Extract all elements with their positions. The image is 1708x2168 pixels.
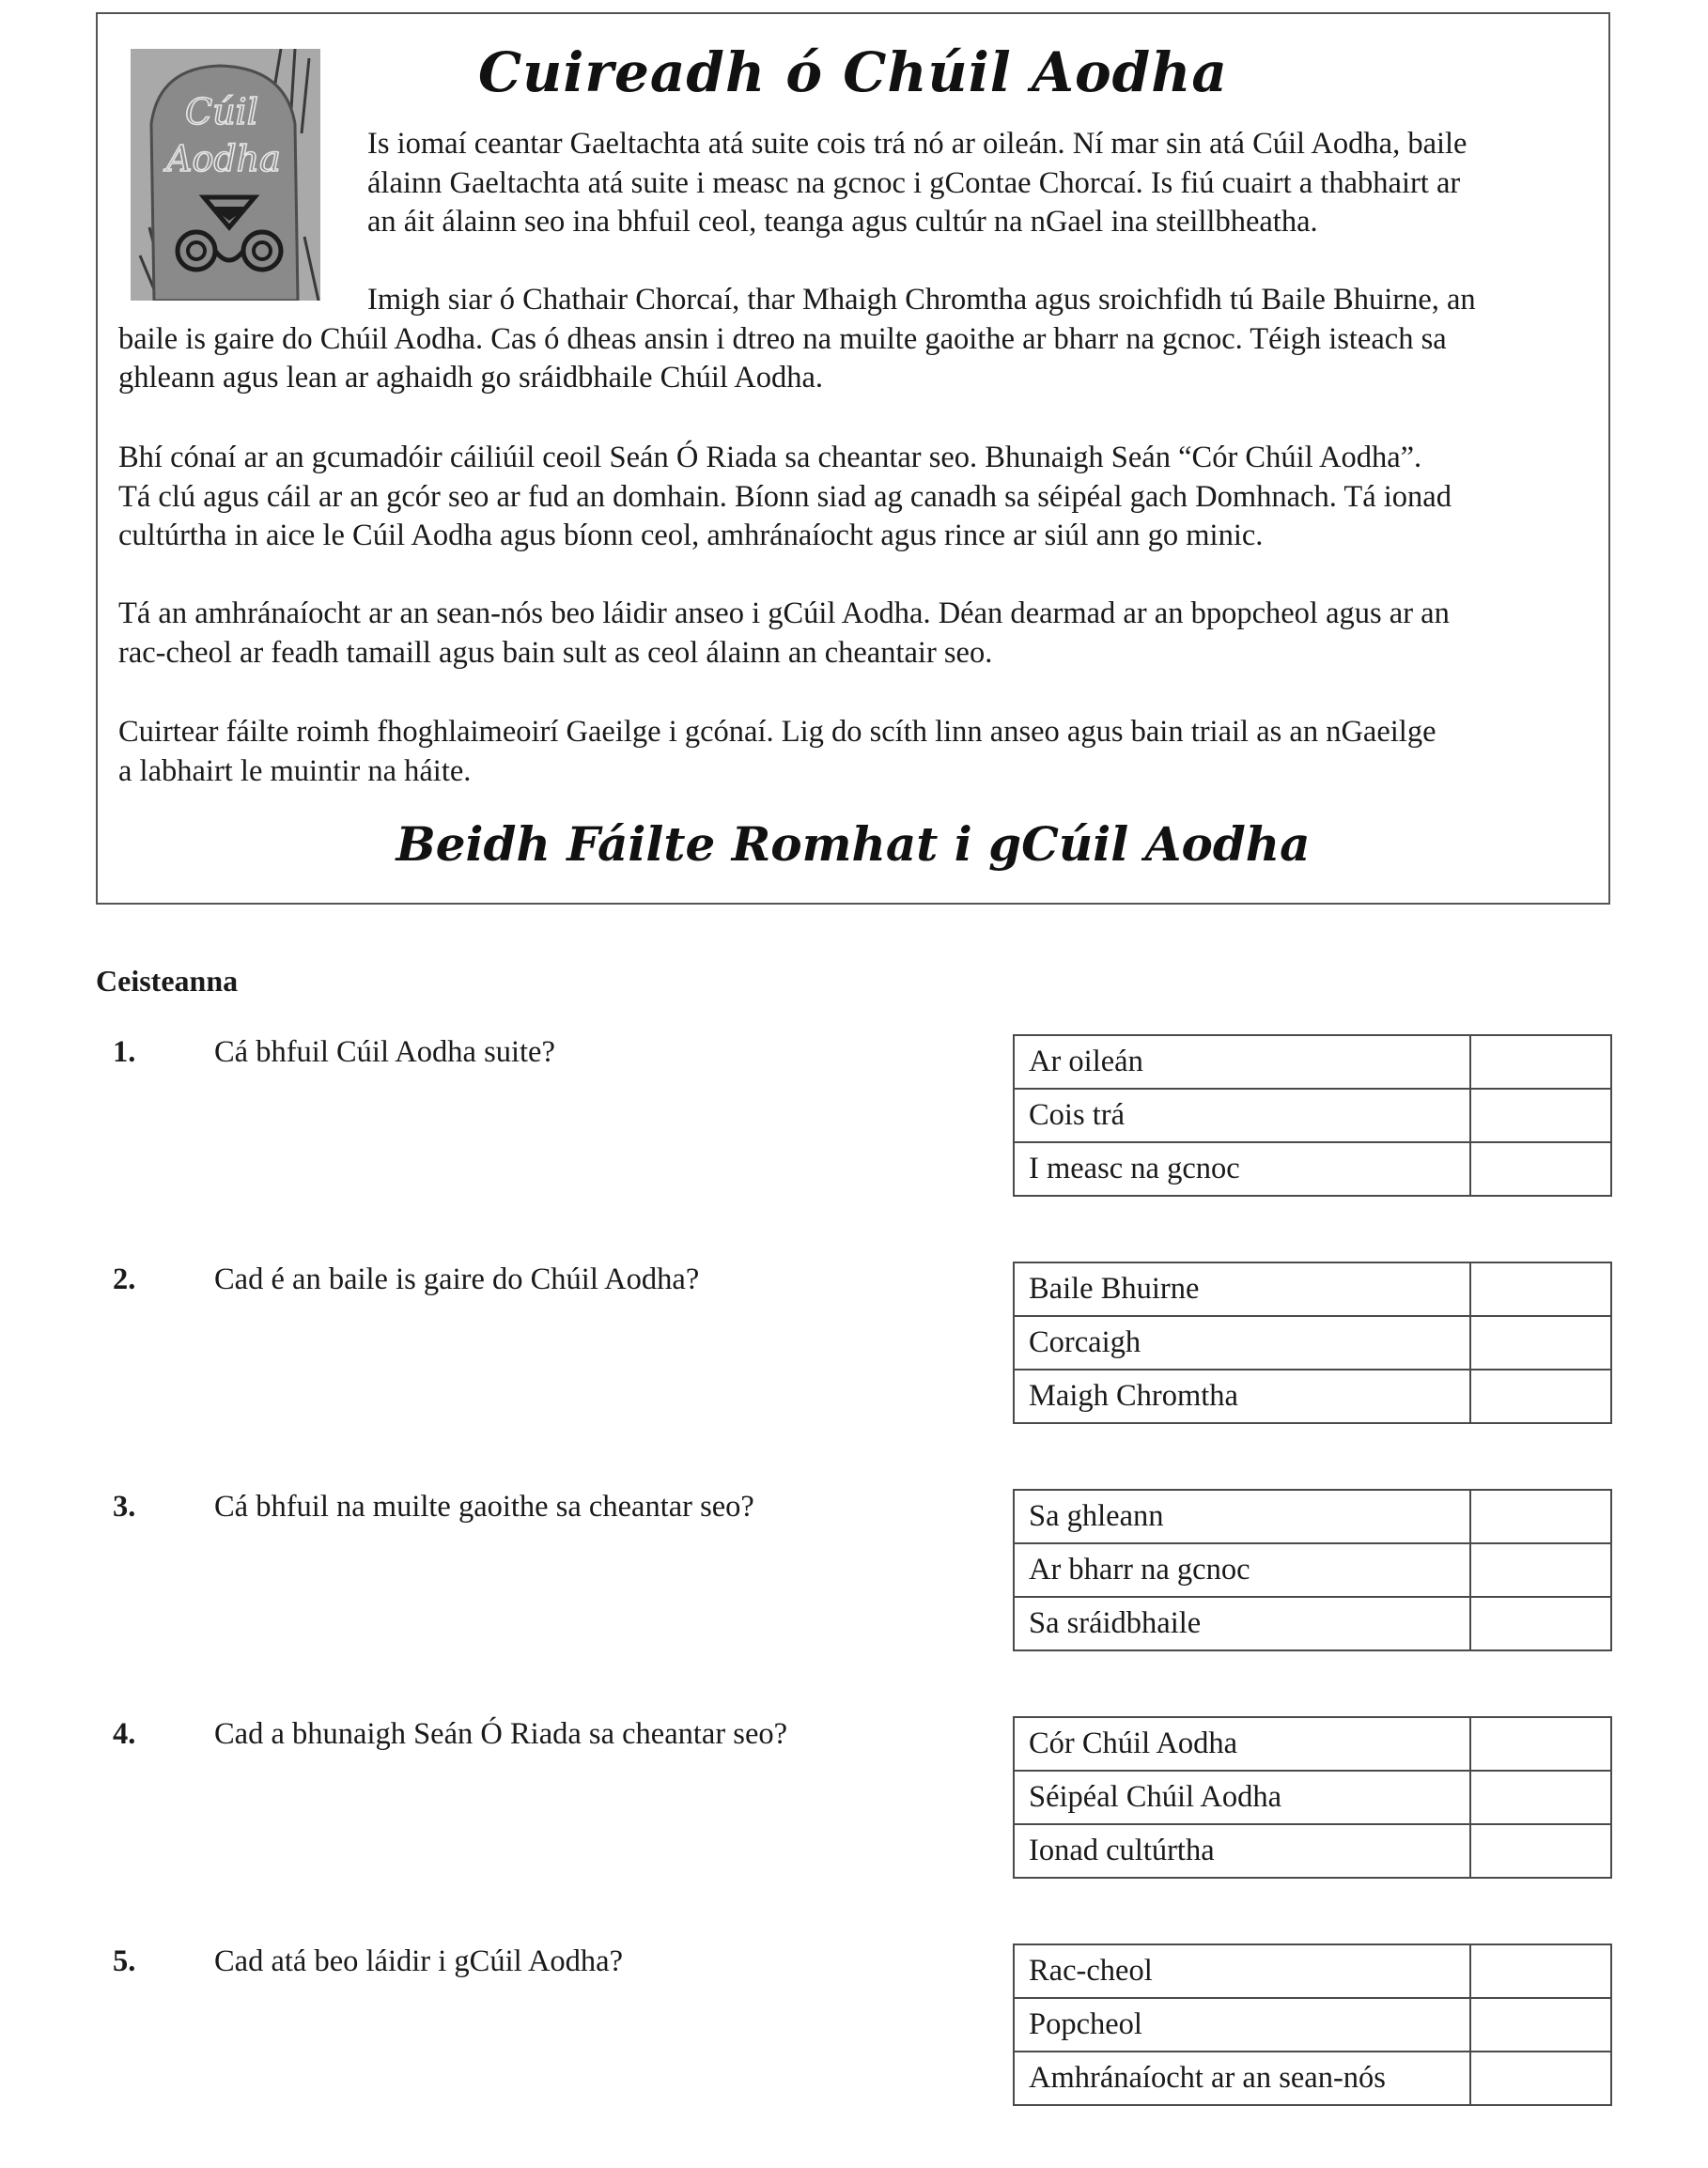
question-text: Cá bhfuil na muilte gaoithe sa cheantar seo? — [214, 1490, 754, 1524]
answer-option: Corcaigh — [1014, 1316, 1470, 1370]
question-text: Cad atá beo láidir i gCúil Aodha? — [214, 1944, 624, 1978]
answer-table-1 — [1013, 1034, 1612, 1197]
answer-row — [1014, 1597, 1611, 1650]
passage-paragraph-5: Cuirtear fáilte roimh fhoghlaimeoirí Gaeilge i gcónaí. Lig do scíth linn anseo agus bain triail as an nGaeilge a labhairt le muintir na háite. — [118, 715, 1436, 788]
stone-marker-photo — [131, 49, 320, 301]
question-number: 2. — [113, 1262, 136, 1296]
question-number: 4. — [113, 1717, 136, 1751]
answer-tick-box[interactable] — [1470, 1262, 1611, 1316]
answer-row — [1014, 1089, 1611, 1142]
answer-option: Cór Chúil Aodha — [1014, 1717, 1470, 1771]
answer-table-5 — [1013, 1943, 1612, 2106]
answer-row — [1014, 1771, 1611, 1824]
answer-tick-box[interactable] — [1470, 1316, 1611, 1370]
passage-paragraph-4: Tá an amhránaíocht ar an sean-nós beo láidir anseo i gCúil Aodha. Déan dearmad ar an bpopcheol agus ar an rac-cheol ar feadh tamaill agus bain sult as ceol álainn an cheantair seo. — [118, 596, 1450, 670]
answer-tick-box[interactable] — [1470, 1035, 1611, 1089]
passage-paragraph-1: Is iomaí ceantar Gaeltachta atá suite cois trá nó ar oileán. Ní mar sin atá Cúil Aodha, baile álainn Gaeltachta atá suite i measc na gcnoc i gContae Chorcaí. Is fiú cuairt a thabhairt ar an áit álainn seo ina bhfuil ceol, teanga agus cultúr na nGael ina steillbheatha. — [367, 127, 1467, 239]
answer-row — [1014, 2052, 1611, 2105]
answer-option: Maigh Chromtha — [1014, 1370, 1470, 1423]
answer-tick-box[interactable] — [1470, 1370, 1611, 1423]
question-text: Cad é an baile is gaire do Chúil Aodha? — [214, 1262, 700, 1296]
answer-tick-box[interactable] — [1470, 1142, 1611, 1196]
answer-option: Sa ghleann — [1014, 1490, 1470, 1543]
answer-table-3 — [1013, 1489, 1612, 1651]
answer-option: Amhránaíocht ar an sean-nós — [1014, 2052, 1470, 2105]
answer-tick-box[interactable] — [1470, 1597, 1611, 1650]
farewell-banner: Beidh Fáilte Romhat i gCúil Aodha — [396, 816, 1311, 872]
answer-row — [1014, 1142, 1611, 1196]
stone-marker-illustration — [131, 49, 320, 301]
svg-text:Cúil: Cúil — [185, 91, 258, 132]
answer-option: Séipéal Chúil Aodha — [1014, 1771, 1470, 1824]
answer-tick-box[interactable] — [1470, 1089, 1611, 1142]
answer-table-2 — [1013, 1262, 1612, 1424]
answer-row — [1014, 1262, 1611, 1316]
passage-title: Cuireadh ó Chúil Aodha — [478, 40, 1228, 104]
question-number: 3. — [113, 1490, 136, 1524]
answer-row — [1014, 1370, 1611, 1423]
answer-table-4 — [1013, 1716, 1612, 1879]
answer-option: Ionad cultúrtha — [1014, 1824, 1470, 1878]
answer-option: Rac-cheol — [1014, 1944, 1470, 1998]
answer-option: I measc na gcnoc — [1014, 1142, 1470, 1196]
answer-row — [1014, 1316, 1611, 1370]
answer-option: Cois trá — [1014, 1089, 1470, 1142]
answer-tick-box[interactable] — [1470, 2052, 1611, 2105]
passage-paragraph-2: Imigh siar ó Chathair Chorcaí, thar Mhaigh Chromtha agus sroichfidh tú Baile Bhuirne, an baile is gaire do Chúil Aodha. Cas ó dheas ansin i dtreo na muilte gaoithe ar bharr na gcnoc. Téigh isteach sa ghleann agus lean ar aghaidh go sráidbhaile Chúil Aodha. — [118, 283, 1476, 395]
question-text: Cá bhfuil Cúil Aodha suite? — [214, 1035, 555, 1069]
answer-option: Baile Bhuirne — [1014, 1262, 1470, 1316]
passage-paragraph-3: Bhí cónaí ar an gcumadóir cáiliúil ceoil Seán Ó Riada sa cheantar seo. Bhunaigh Seán “Cór Chúil Aodha”. Tá clú agus cáil ar an gcór seo ar fud an domhain. Bíonn siad ag canadh sa séipéal gach Domhnach. Tá ionad cultúrtha in aice le Cúil Aodha agus bíonn ceol, amhránaíocht agus rince ar siúl ann go minic. — [118, 441, 1452, 552]
answer-row — [1014, 1543, 1611, 1597]
questions-heading: Ceisteanna — [96, 964, 239, 998]
answer-tick-box[interactable] — [1470, 1824, 1611, 1878]
answer-option: Ar bharr na gcnoc — [1014, 1543, 1470, 1597]
answer-tick-box[interactable] — [1470, 1717, 1611, 1771]
answer-tick-box[interactable] — [1470, 1771, 1611, 1824]
answer-row — [1014, 1944, 1611, 1998]
answer-option: Popcheol — [1014, 1998, 1470, 2052]
question-number: 1. — [113, 1035, 136, 1069]
answer-row — [1014, 1035, 1611, 1089]
answer-tick-box[interactable] — [1470, 1543, 1611, 1597]
question-text: Cad a bhunaigh Seán Ó Riada sa cheantar seo? — [214, 1717, 788, 1751]
answer-tick-box[interactable] — [1470, 1944, 1611, 1998]
svg-text:Aodha: Aodha — [166, 138, 281, 179]
answer-option: Sa sráidbhaile — [1014, 1597, 1470, 1650]
answer-row — [1014, 1998, 1611, 2052]
answer-row — [1014, 1824, 1611, 1878]
answer-row — [1014, 1490, 1611, 1543]
reading-passage-box — [96, 12, 1610, 905]
answer-option: Ar oileán — [1014, 1035, 1470, 1089]
answer-row — [1014, 1717, 1611, 1771]
answer-tick-box[interactable] — [1470, 1998, 1611, 2052]
question-number: 5. — [113, 1944, 136, 1978]
answer-tick-box[interactable] — [1470, 1490, 1611, 1543]
